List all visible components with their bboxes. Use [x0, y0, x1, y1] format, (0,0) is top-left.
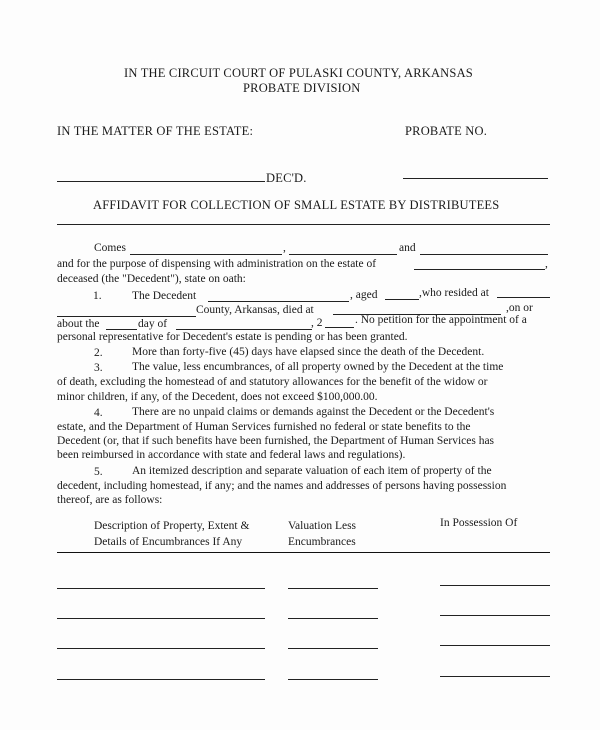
row-3-description-line[interactable]	[57, 648, 265, 649]
decedent-name-field[interactable]	[208, 301, 349, 302]
row-1-possession-line[interactable]	[440, 585, 550, 586]
row-3-valuation-line[interactable]	[288, 648, 378, 649]
affiant-3-line[interactable]	[420, 254, 548, 255]
p4-line-4: been reimbursed in accordance with state and federal laws and regulations).	[57, 449, 406, 461]
p3-line-3: minor children, if any, of the Decedent, does not exceed $100,000.00.	[57, 391, 378, 403]
col-description-header-1: Description of Property, Extent &	[94, 520, 250, 532]
comma: ,	[545, 258, 548, 270]
col-valuation-header-2: Encumbrances	[288, 536, 356, 548]
col-possession-header: In Possession Of	[440, 517, 518, 529]
comma: ,	[283, 242, 286, 254]
title-divider	[57, 224, 550, 225]
comes-text: Comes	[94, 242, 126, 254]
p2-text: More than forty-five (45) days have elapsed since the death of the Decedent.	[132, 346, 485, 358]
p1-day-of: day of	[138, 318, 168, 330]
p5-number: 5.	[94, 466, 103, 478]
deceased-text: deceased (the "Decedent"), state on oath:	[57, 273, 246, 285]
p1-year-prefix: , 2	[311, 317, 323, 329]
p2-number: 2.	[94, 347, 103, 359]
p1-no-petition: . No petition for the appointment of a	[355, 314, 527, 326]
estate-matter-label: IN THE MATTER OF THE ESTATE:	[57, 124, 254, 138]
p1-number: 1.	[93, 290, 102, 302]
p5-line-3: thereof, are as follows:	[57, 494, 163, 506]
probate-no-line[interactable]	[403, 178, 548, 179]
row-2-valuation-line[interactable]	[288, 618, 378, 619]
p4-line-2: estate, and the Department of Human Services furnished no federal or state benefits to the	[57, 421, 471, 433]
p4-line-1: There are no unpaid claims or demands against the Decedent or the Decedent's	[132, 406, 495, 418]
p1-personal-rep: personal representative for Decedent's estate is pending or has been granted.	[57, 331, 408, 343]
row-4-possession-line[interactable]	[440, 676, 550, 677]
affiant-2-line[interactable]	[289, 254, 397, 255]
row-2-possession-line[interactable]	[440, 615, 550, 616]
court-name: IN THE CIRCUIT COURT OF PULASKI COUNTY, ARKANSAS	[124, 66, 473, 80]
p1-resided: ,who resided at	[419, 287, 489, 299]
and-text: and	[399, 242, 416, 254]
p3-line-2: of death, excluding the homestead of and statutory allowances for the benefit of the widow or	[57, 376, 488, 388]
p4-number: 4.	[94, 407, 103, 419]
row-3-possession-line[interactable]	[440, 645, 550, 646]
decedent-name-line[interactable]	[57, 181, 265, 182]
p3-number: 3.	[94, 362, 103, 374]
decd-label: DEC'D.	[266, 171, 307, 185]
p5-line-2: decedent, including homestead, if any; and the names and addresses of persons having possession	[57, 480, 507, 492]
col-description-header-2: Details of Encumbrances If Any	[94, 536, 243, 548]
p1-decedent: The Decedent	[132, 290, 197, 302]
row-1-valuation-line[interactable]	[288, 588, 378, 589]
court-division: PROBATE DIVISION	[243, 81, 361, 95]
col-valuation-header-1: Valuation Less	[288, 520, 357, 532]
age-field[interactable]	[385, 299, 419, 300]
p3-line-1: The value, less encumbrances, of all property owned by the Decedent at the time	[132, 361, 504, 373]
row-2-description-line[interactable]	[57, 618, 265, 619]
residence-field[interactable]	[497, 297, 550, 298]
row-4-description-line[interactable]	[57, 679, 265, 680]
year-field[interactable]	[325, 327, 354, 328]
p1-aged: , aged	[350, 289, 378, 301]
affiant-1-line[interactable]	[130, 254, 282, 255]
table-header-divider	[57, 552, 550, 553]
p1-on-or: ,on or	[506, 302, 533, 314]
p5-line-1: An itemized description and separate valuation of each item of property of the	[132, 465, 492, 477]
row-4-valuation-line[interactable]	[288, 679, 378, 680]
p1-county: County, Arkansas, died at	[196, 304, 314, 316]
probate-no-label: PROBATE NO.	[405, 124, 488, 138]
purpose-text: and for the purpose of dispensing with administration on the estate of	[57, 258, 377, 270]
p1-about: about the	[57, 318, 100, 330]
p4-line-3: Decedent (or, that if such benefits have been furnished, the Department of Human Services has	[57, 435, 495, 447]
estate-of-line[interactable]	[414, 269, 545, 270]
affidavit-title: AFFIDAVIT FOR COLLECTION OF SMALL ESTATE BY DISTRIBUTEES	[93, 198, 500, 212]
row-1-description-line[interactable]	[57, 588, 265, 589]
